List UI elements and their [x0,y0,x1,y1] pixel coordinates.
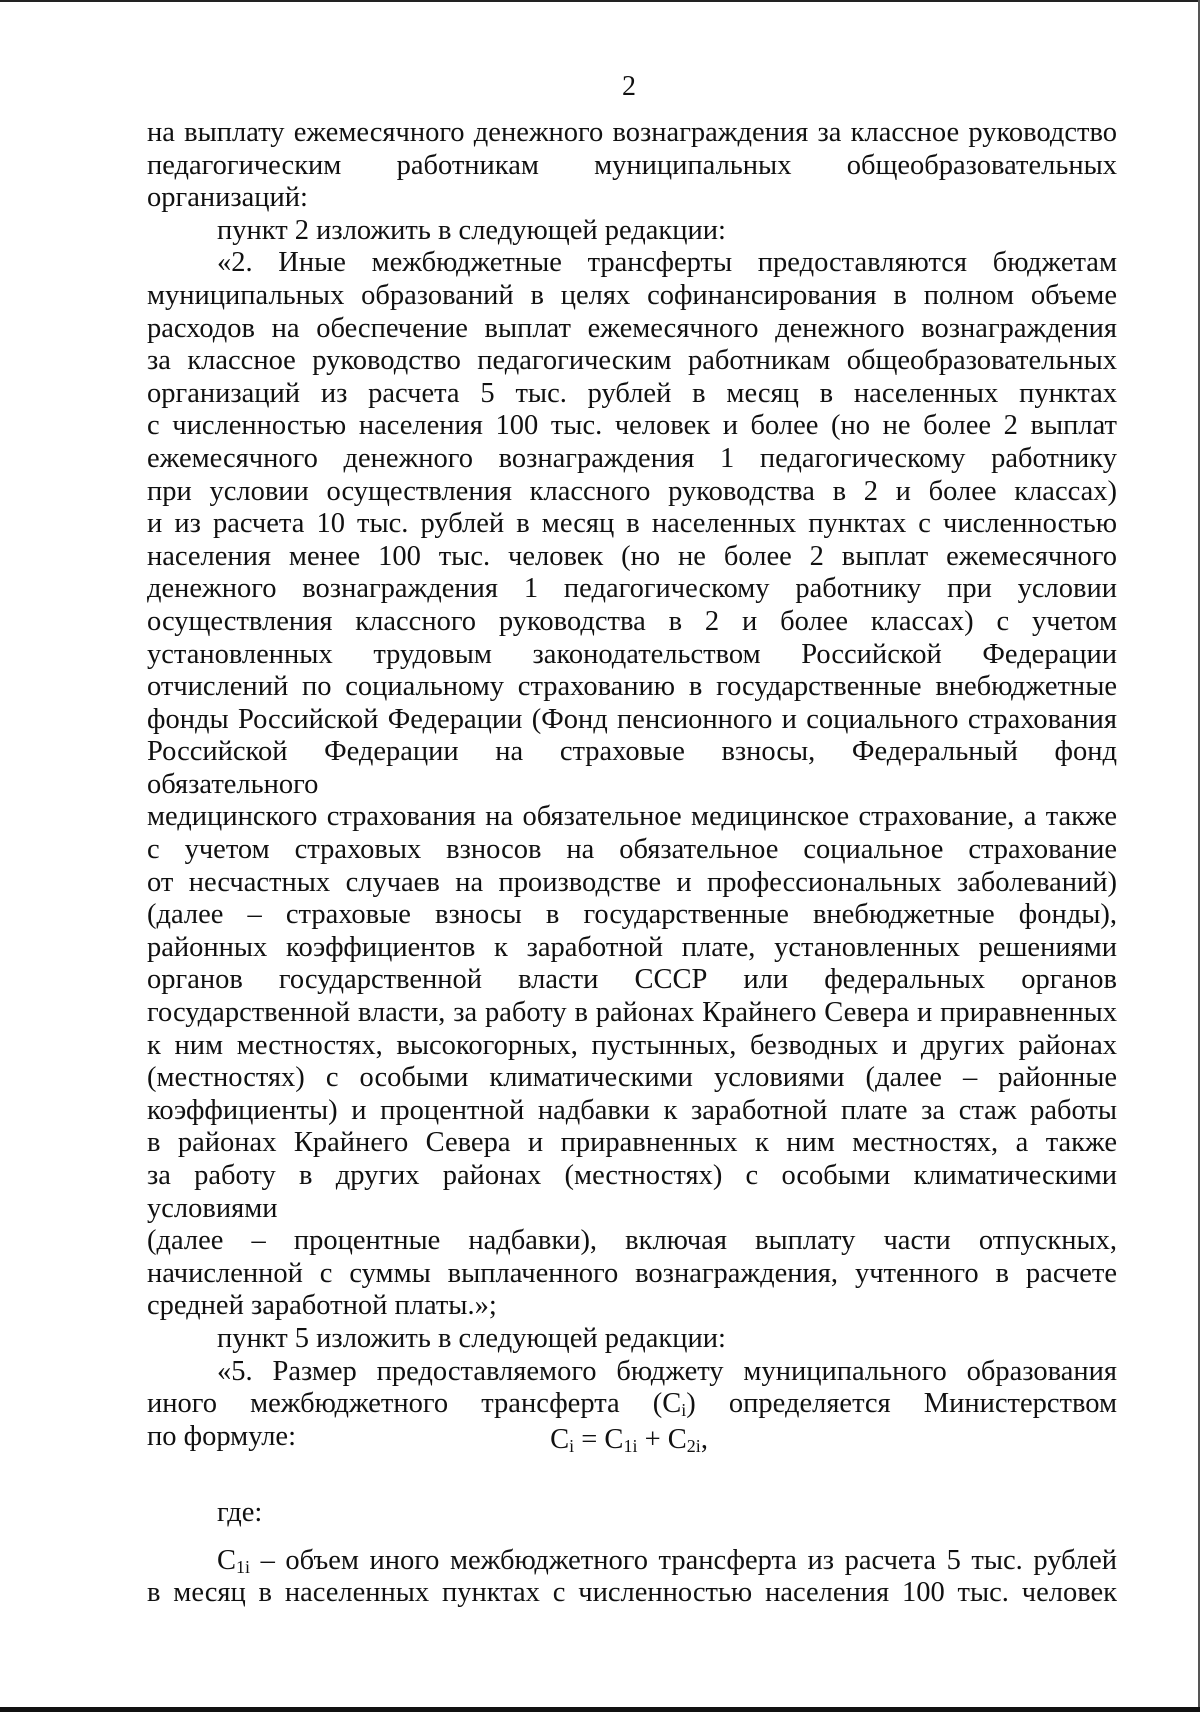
text-line: с учетом страховых взносов на обязательное социальное страхование [147,834,1117,866]
text-line: в месяц в населенных пунктах с численностью населения 100 тыс. человек [147,1577,1117,1609]
formula: $C_i = C_{1i} + C_{2i}$, [550,1424,708,1456]
text-line: пункт 2 изложить в следующей редакции: [217,214,726,246]
text-line: (далее – процентные надбавки), включая выплату части отпускных, [147,1225,1117,1257]
formula-legend [147,1497,1117,1610]
text-line: к ним местностях, высокогорных, пустынных, безводных и других районах [147,1029,1117,1061]
text-line: $C_{1i}$ – объем иного межбюджетного трансферта из расчета 5 тыс. рублей [217,1544,1117,1577]
page-number: 2 [622,71,636,102]
text-line: расходов на обеспечение выплат ежемесячного денежного вознаграждения [147,312,1117,344]
text-line: средней заработной платы.»; [147,1290,497,1322]
text-line: пункт 5 изложить в следующей редакции: [217,1322,726,1354]
text-line: педагогическим работникам муниципальных общеобразовательных [147,149,1117,181]
scan-edge-bottom [0,1707,1200,1712]
text-line: начисленной с суммы выплаченного вознаграждения, учтенного в расчете [147,1257,1117,1289]
text-line: государственной власти, за работу в районах Крайнего Севера и приравненных [147,997,1117,1029]
text-line: «2. Иные межбюджетные трансферты предоставляются бюджетам [217,247,1117,279]
text-line: муниципальных образований в целях софинансирования в полном объеме [147,279,1117,311]
document-body [147,117,1117,1453]
text-line: в районах Крайнего Севера и приравненных к ним местностях, а также [147,1127,1117,1159]
text-line: организаций из расчета 5 тыс. рублей в месяц в населенных пунктах [147,377,1117,409]
text-line: медицинского страхования на обязательное медицинское страхование, а также [147,801,1117,833]
text-line: установленных трудовым законодательством Российской Федерации [147,638,1117,670]
text-line: отчислений по социальному страхованию в государственные внебюджетные [147,671,1117,703]
text-line: (местностях) с особыми климатическими условиями (далее – районные [147,1062,1117,1094]
text-line: за классное руководство педагогическим работникам общеобразовательных [147,345,1117,377]
text-line: ежемесячного денежного вознаграждения 1 педагогическому работнику [147,442,1117,474]
text-line: денежного вознаграждения 1 педагогическому работнику при условии [147,573,1117,605]
text-line: организаций: [147,182,308,214]
text-line: коэффициенты) и процентной надбавки к заработной плате за стаж работы [147,1094,1117,1126]
text-line: с численностью населения 100 тыс. человек и более (но не более 2 выплат [147,410,1117,442]
text-line: при условии осуществления классного руководства в 2 и более классах) [147,475,1117,507]
text-line: за работу в других районах (местностях) с особыми климатическими условиями [147,1160,1117,1224]
text-line: от несчастных случаев на производстве и профессиональных заболеваний) [147,866,1117,898]
text-line: (далее – страховые взносы в государственные внебюджетные фонды), [147,899,1117,931]
text-line: Российской Федерации на страховые взносы, Федеральный фонд обязательного [147,736,1117,800]
text-line: осуществления классного руководства в 2 и более классах) с учетом [147,605,1117,637]
scan-edge-top [0,0,1200,2]
text-line: органов государственной власти СССР или федеральных органов [147,964,1117,996]
text-line: по формуле: [147,1420,296,1452]
text-line: районных коэффициентов к заработной плате, установленных решениями [147,931,1117,963]
text-line: населения менее 100 тыс. человек (но не более 2 выплат ежемесячного [147,540,1117,572]
text-line: где: [217,1497,263,1528]
text-line: фонды Российской Федерации (Фонд пенсионного и социального страхования [147,703,1117,735]
text-line: и из расчета 10 тыс. рублей в месяц в населенных пунктах с численностью [147,508,1117,540]
text-line: иного межбюджетного трансферта $(C_i)$ определяется Министерством [147,1388,1117,1421]
text-line: на выплату ежемесячного денежного вознаграждения за классное руководство [147,117,1117,148]
text-line: «5. Размер предоставляемого бюджету муниципального образования [217,1355,1117,1387]
